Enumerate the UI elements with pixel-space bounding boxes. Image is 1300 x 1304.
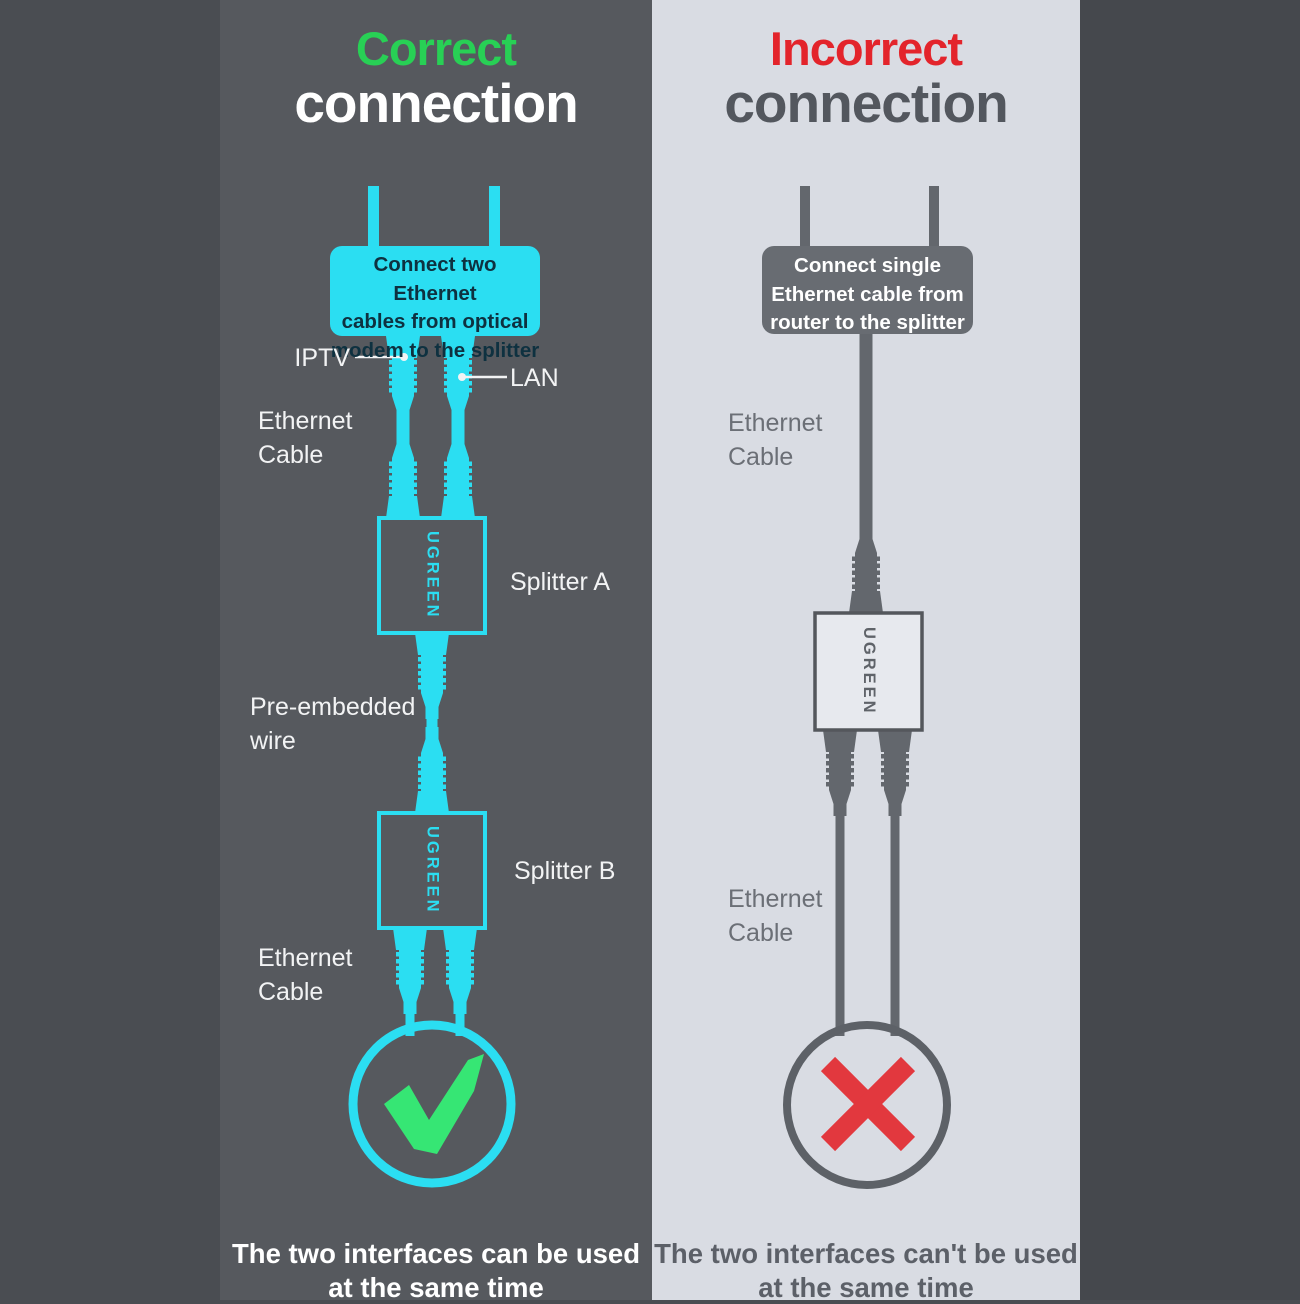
cable [836, 814, 845, 1036]
label-line: IPTV [275, 341, 350, 375]
cross-icon [828, 1064, 908, 1144]
label-line: LAN [510, 361, 559, 395]
label-line: Ethernet [258, 404, 353, 438]
note-line: Connect single [762, 252, 973, 281]
antenna-icon [800, 186, 810, 248]
antenna-icon [489, 186, 500, 248]
correct-panel [220, 0, 652, 1300]
footer-line: at the same time [652, 1271, 1080, 1304]
note-line: Connect two Ethernet [330, 251, 540, 308]
incorrect-footer [652, 1237, 1080, 1304]
ethernet-cable-label-bottom [728, 882, 823, 950]
ethernet-cable-label-top [728, 406, 823, 474]
ethernet-cable-label-top [258, 404, 353, 472]
title-accent: Incorrect [652, 23, 1080, 75]
label-line: Splitter B [514, 854, 615, 888]
result-circle [353, 1025, 511, 1183]
splitter-brand [815, 613, 922, 730]
rj45-plug-icon [415, 727, 449, 813]
correct-footer [220, 1237, 652, 1304]
leader-dot [458, 373, 466, 381]
splitter-a-brand [379, 518, 485, 633]
label-line: Pre-embedded [250, 690, 415, 724]
title-rest: connection [652, 75, 1080, 131]
note-line: cables from optical [330, 308, 540, 337]
rj45-plug-icon [415, 633, 449, 719]
cable [891, 814, 900, 1036]
footer-line: The two interfaces can be used [220, 1237, 652, 1271]
label-line: Ethernet [258, 941, 353, 975]
rj45-plug-icon [823, 730, 857, 816]
note-line: Ethernet cable from [762, 281, 973, 310]
incorrect-title [652, 23, 1080, 131]
rj45-plug-icon [878, 730, 912, 816]
splitter-b-brand [379, 813, 485, 928]
label-line: Splitter A [510, 565, 610, 599]
cable [860, 334, 873, 544]
splitter-b-label [514, 854, 615, 888]
router-note [762, 252, 973, 338]
label-line: wire [250, 724, 415, 758]
brand-text: UGREEN [859, 627, 878, 716]
label-line: Cable [258, 975, 353, 1009]
brand-text: UGREEN [423, 531, 442, 620]
label-line: Ethernet [728, 406, 823, 440]
note-line: router to the splitter [762, 309, 973, 338]
ethernet-cable-label-bottom [258, 941, 353, 1009]
label-line: Cable [728, 440, 823, 474]
modem-note [330, 251, 540, 365]
right-background-strip [1080, 0, 1300, 1300]
antenna-icon [368, 186, 379, 248]
rj45-plug-icon [393, 928, 427, 1014]
brand-text: UGREEN [423, 826, 442, 915]
note-line: modem to the splitter [330, 337, 540, 366]
footer-line: at the same time [220, 1271, 652, 1304]
splitter-a-label [510, 565, 610, 599]
label-line: Cable [728, 916, 823, 950]
footer-line: The two interfaces can't be used [652, 1237, 1080, 1271]
antenna-icon [929, 186, 939, 248]
label-line: Ethernet [728, 882, 823, 916]
title-rest: connection [220, 75, 652, 131]
left-background-strip [0, 0, 220, 1300]
correct-diagram [220, 0, 652, 1300]
incorrect-panel [652, 0, 1080, 1300]
iptv-label [275, 341, 350, 375]
lan-label [510, 361, 559, 395]
check-icon [384, 1054, 484, 1154]
rj45-plug-icon [443, 928, 477, 1014]
title-accent: Correct [220, 23, 652, 75]
rj45-plug-icon [441, 432, 475, 518]
rj45-plug-icon [849, 527, 883, 613]
label-line: Cable [258, 438, 353, 472]
correct-title [220, 23, 652, 131]
rj45-plug-icon [386, 432, 420, 518]
pre-embedded-wire-label [250, 690, 415, 758]
